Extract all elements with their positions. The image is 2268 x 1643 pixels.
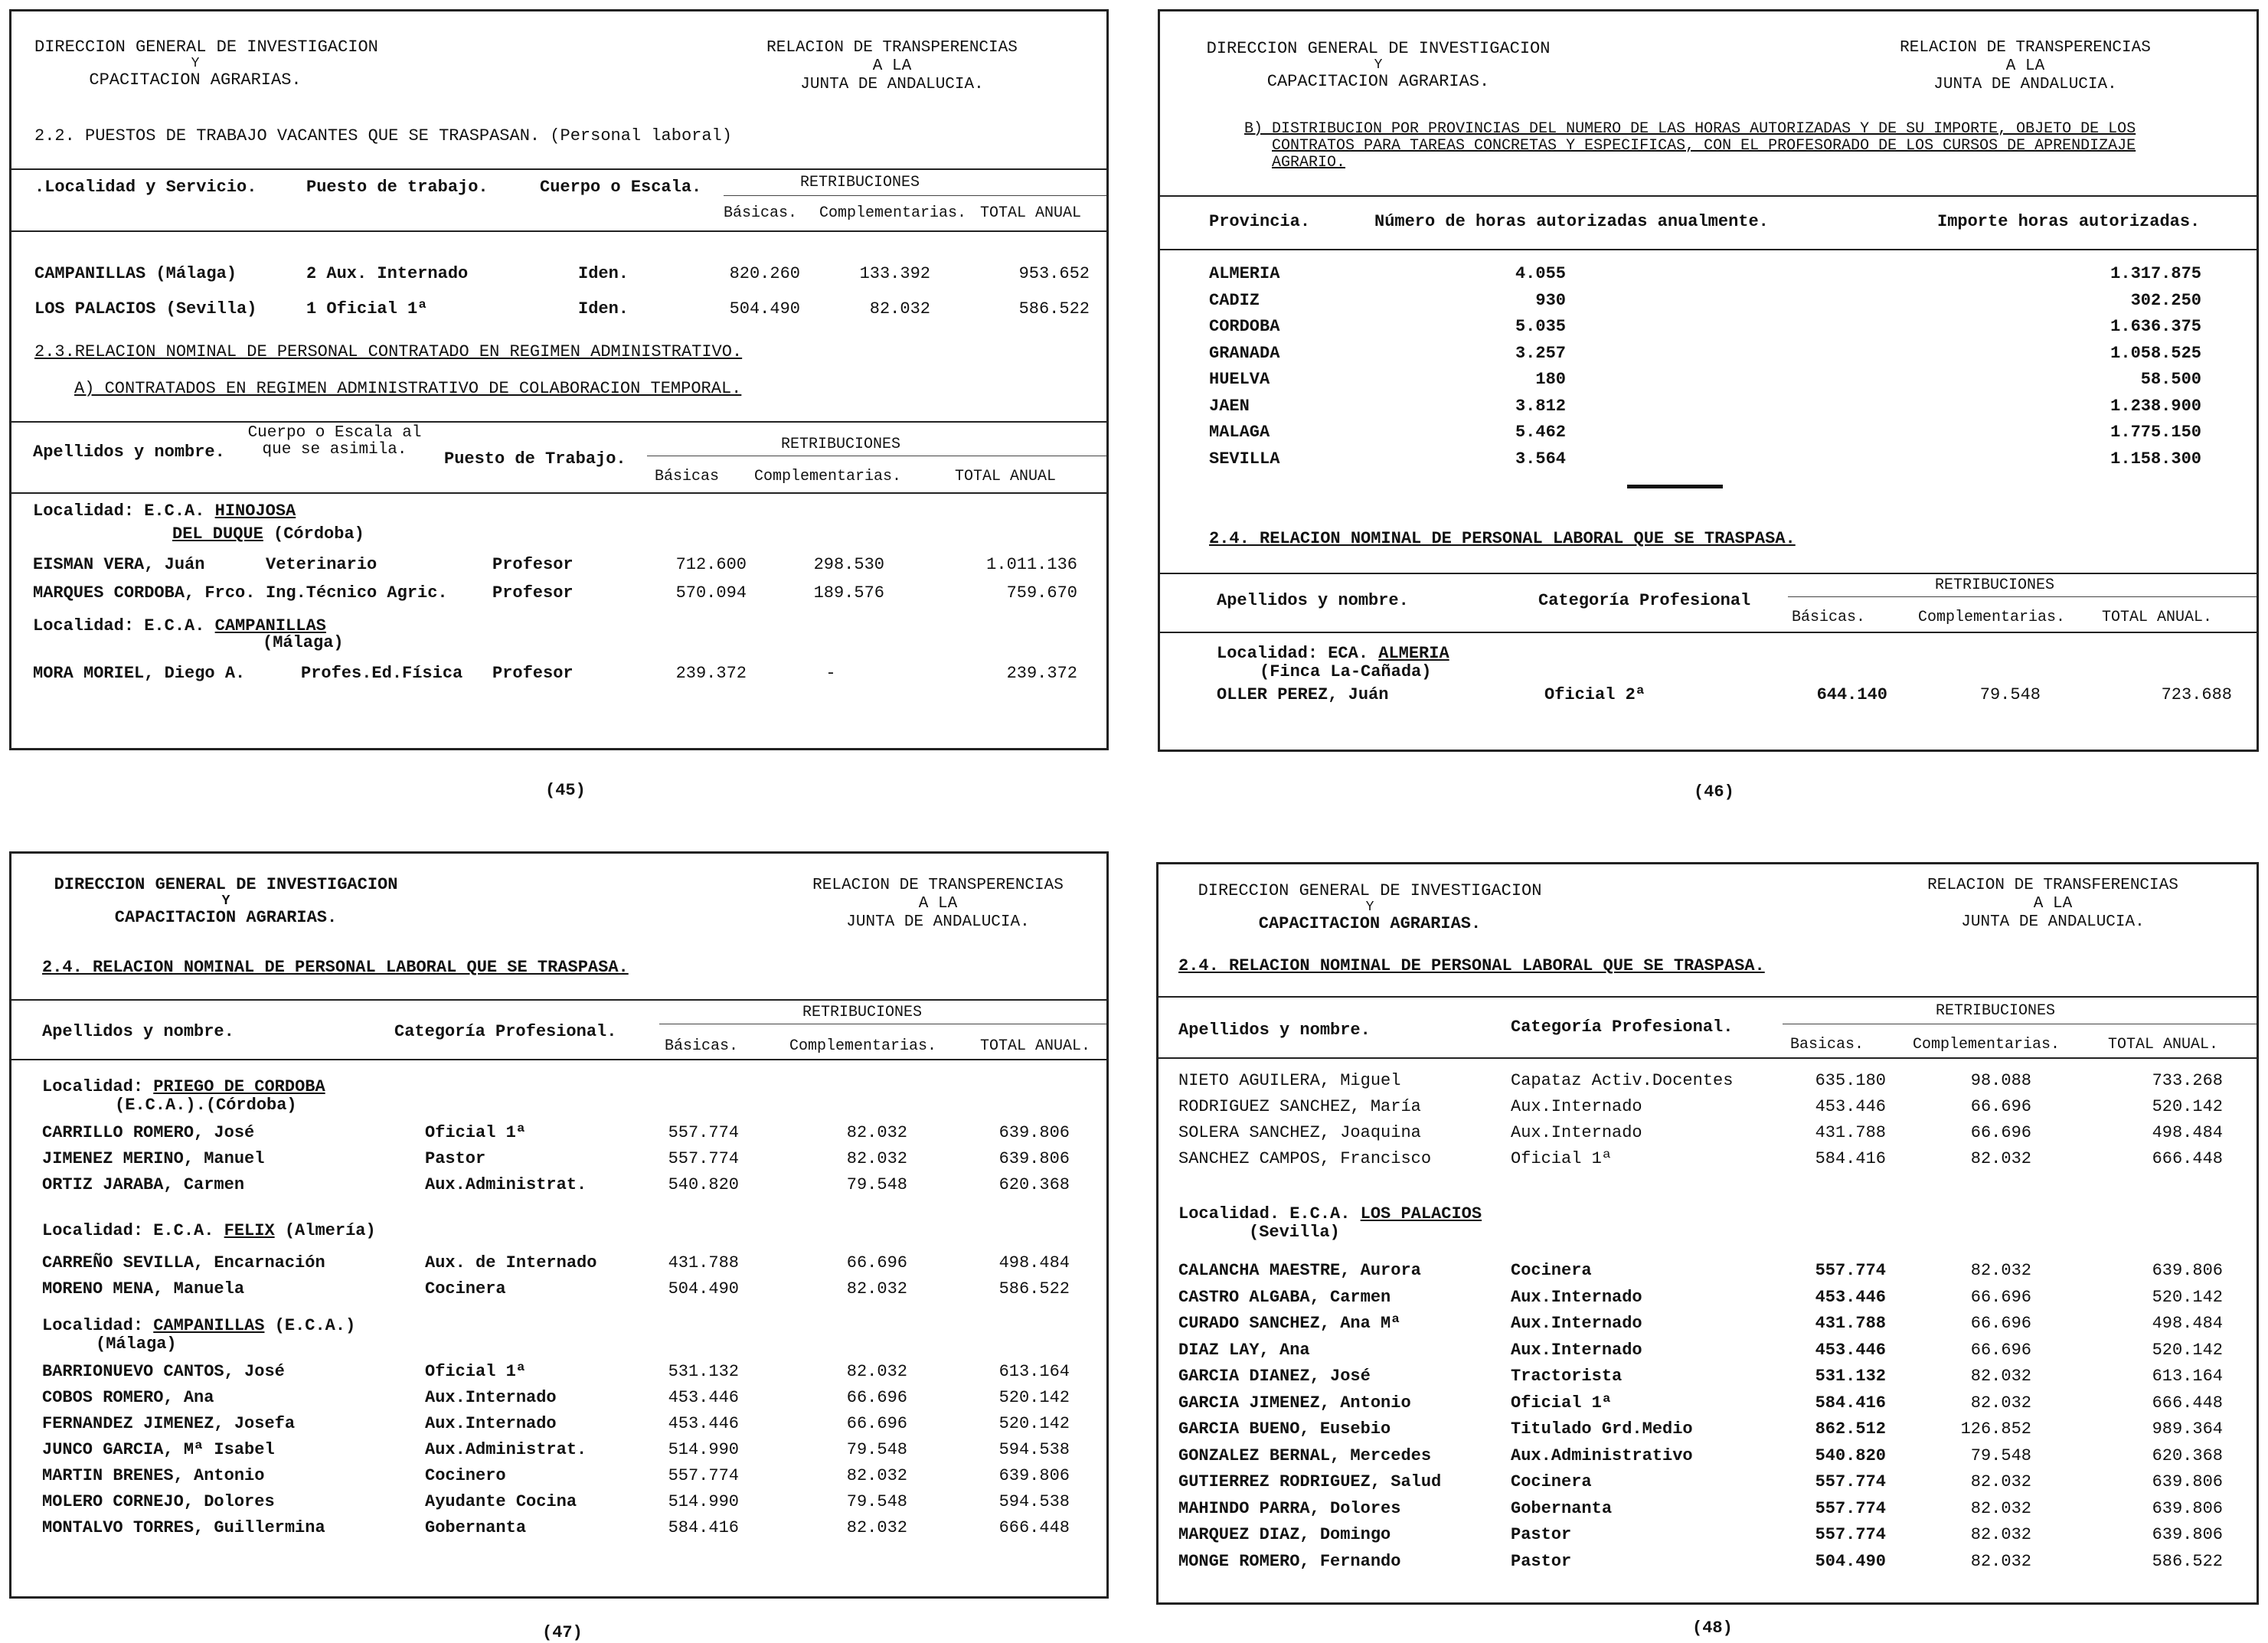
cell-cat: Aux.Internado xyxy=(1511,1097,1642,1116)
cell-cuerpo: Iden. xyxy=(578,299,629,318)
cell-com: 66.696 xyxy=(1970,1314,2031,1333)
localidad-priego: Localidad: PRIEGO DE CORDOBA xyxy=(42,1077,325,1096)
cell-horas: 930 xyxy=(1535,290,1566,310)
cell-nombre: OLLER PEREZ, Juán xyxy=(1217,685,1389,704)
col-complementarias: Complementarias. xyxy=(789,1037,937,1055)
section-2-4-title: 2.4. RELACION NOMINAL DE PERSONAL LABORAL QUE SE TRASPASA. xyxy=(1178,956,1765,975)
cell-nombre: MAHINDO PARRA, Dolores xyxy=(1178,1498,1401,1518)
separator-bar xyxy=(1627,485,1723,488)
col-apellidos: Apellidos y nombre. xyxy=(33,443,225,462)
localidad-campanillas: Localidad: CAMPANILLAS (E.C.A.) xyxy=(42,1316,356,1335)
localidad-almeria: Localidad: ECA. ALMERIA xyxy=(1217,644,1449,663)
cell-com: 66.696 xyxy=(1970,1097,2031,1116)
page-number-45: (45) xyxy=(545,781,586,800)
cell-cat: Oficial 2ª xyxy=(1544,685,1646,704)
cell-nombre: SOLERA SANCHEZ, Joaquina xyxy=(1178,1123,1421,1142)
cell-loc: CAMPANILLAS (Málaga) xyxy=(34,264,237,283)
localidad-los-palacios-prov: (Sevilla) xyxy=(1249,1223,1340,1242)
cell-bas: 453.446 xyxy=(668,1388,739,1407)
cell-cat: Aux. de Internado xyxy=(425,1253,597,1272)
col-cuerpo-asimila: Cuerpo o Escala al que se asimila. xyxy=(247,424,422,459)
col-total-2: TOTAL ANUAL xyxy=(955,468,1057,485)
cell-bas: 453.446 xyxy=(1815,1097,1886,1116)
cell-horas: 3.564 xyxy=(1515,449,1566,469)
cell-com: 133.392 xyxy=(859,264,930,283)
cell-cat: Aux.Administrat. xyxy=(425,1175,587,1194)
cell-nombre: MORENO MENA, Manuela xyxy=(42,1279,245,1298)
cell-tot: 666.448 xyxy=(998,1518,1070,1537)
col-total: TOTAL ANUAL xyxy=(980,204,1082,222)
cell-cat: Aux.Administrativo xyxy=(1511,1445,1693,1465)
cell-importe: 58.500 xyxy=(2140,370,2201,389)
cell-tot: 520.142 xyxy=(2152,1097,2223,1116)
cell-nombre: MONGE ROMERO, Fernando xyxy=(1178,1551,1401,1571)
cell-cat: Aux.Internado xyxy=(1511,1314,1642,1333)
cell-nombre: GONZALEZ BERNAL, Mercedes xyxy=(1178,1445,1432,1465)
cell-horas: 3.257 xyxy=(1515,343,1566,363)
cell-nombre: MARTIN BRENES, Antonio xyxy=(42,1466,265,1485)
localidad-almeria-sub: (Finca La-Cañada) xyxy=(1260,662,1432,681)
col-total: TOTAL ANUAL. xyxy=(2102,609,2213,626)
cell-bas: 557.774 xyxy=(1815,1498,1886,1518)
cell-com: 82.032 xyxy=(846,1149,907,1168)
page-47-panel xyxy=(9,851,1109,1599)
cell-cat: Oficial 1ª xyxy=(425,1123,527,1142)
cell-com: 82.032 xyxy=(846,1466,907,1485)
page-48-panel xyxy=(1156,862,2259,1605)
cell-nombre: COBOS ROMERO, Ana xyxy=(42,1388,214,1407)
section-b-line3: AGRARIO. xyxy=(1272,154,1346,171)
col-complementarias: Complementarias. xyxy=(1918,609,2066,626)
cell-nombre: CASTRO ALGABA, Carmen xyxy=(1178,1287,1391,1307)
cell-tot: 639.806 xyxy=(998,1466,1070,1485)
cell-cat: Cocinera xyxy=(1511,1261,1592,1280)
cell-cat: Pastor xyxy=(1511,1551,1572,1571)
cell-tot: 1.011.136 xyxy=(986,555,1077,574)
cell-prov: ALMERIA xyxy=(1209,264,1280,283)
cell-nombre: MOLERO CORNEJO, Dolores xyxy=(42,1492,275,1511)
cell-com: 66.696 xyxy=(1970,1287,2031,1307)
cell-prov: MALAGA xyxy=(1209,423,1270,442)
cell-nombre: MARQUES CORDOBA, Frco. xyxy=(33,583,256,603)
cell-bas: 531.132 xyxy=(1815,1367,1886,1386)
cell-tot: 520.142 xyxy=(998,1414,1070,1433)
cell-horas: 180 xyxy=(1535,370,1566,389)
col-provincia: Provincia. xyxy=(1209,212,1311,231)
localidad-los-palacios: Localidad. E.C.A. LOS PALACIOS xyxy=(1178,1204,1482,1223)
cell-com: 66.696 xyxy=(846,1253,907,1272)
cell-tot: 989.364 xyxy=(2152,1419,2223,1439)
cell-cat: Aux.Internado xyxy=(425,1388,557,1407)
cell-prov: CORDOBA xyxy=(1209,317,1280,336)
col-categoria: Categoría Profesional. xyxy=(1511,1017,1734,1037)
cell-com: 126.852 xyxy=(1960,1419,2031,1439)
cell-bas: 584.416 xyxy=(1815,1149,1886,1168)
col-importe: Importe horas autorizadas. xyxy=(1937,212,2201,231)
cell-com: 79.548 xyxy=(1970,1445,2031,1465)
cell-nombre: RODRIGUEZ SANCHEZ, María xyxy=(1178,1097,1421,1116)
cell-tot: 639.806 xyxy=(2152,1498,2223,1518)
cell-tot: 620.368 xyxy=(998,1175,1070,1194)
cell-tot: 498.484 xyxy=(998,1253,1070,1272)
cell-cat: Aux.Internado xyxy=(1511,1123,1642,1142)
col-complementarias: Complementarias. xyxy=(819,204,967,222)
localidad-felix: Localidad: E.C.A. FELIX (Almería) xyxy=(42,1221,376,1240)
cell-com: 82.032 xyxy=(1970,1261,2031,1280)
cell-bas: 431.788 xyxy=(1815,1314,1886,1333)
col-horas: Número de horas autorizadas anualmente. xyxy=(1374,212,1769,231)
col-retribuciones-2: RETRIBUCIONES xyxy=(781,436,901,453)
header-left: DIRECCION GENERAL DE INVESTIGACION Y CPACITACION AGRARIAS. xyxy=(34,38,378,90)
cell-bas: 504.490 xyxy=(668,1279,739,1298)
cell-cat: Oficial 1ª xyxy=(1511,1393,1613,1413)
cell-com: 66.696 xyxy=(846,1414,907,1433)
cell-nombre: FERNANDEZ JIMENEZ, Josefa xyxy=(42,1414,296,1433)
cell-bas: 712.600 xyxy=(675,555,747,574)
cell-tot: 953.652 xyxy=(1018,264,1090,283)
cell-cuerpo: Profes.Ed.Física xyxy=(301,664,463,683)
cell-bas: 557.774 xyxy=(1815,1525,1886,1544)
cell-cuerpo: Ing.Técnico Agric. xyxy=(266,583,448,603)
cell-bas: 644.140 xyxy=(1816,685,1887,704)
cell-tot: 239.372 xyxy=(1006,664,1077,683)
page-number-48: (48) xyxy=(1692,1619,1733,1638)
cell-tot: 498.484 xyxy=(2152,1123,2223,1142)
cell-com: 82.032 xyxy=(1970,1367,2031,1386)
col-categoria: Categoría Profesional. xyxy=(394,1022,617,1041)
cell-tot: 620.368 xyxy=(2152,1445,2223,1465)
col-basicas: Básicas. xyxy=(1792,609,1866,626)
cell-prov: SEVILLA xyxy=(1209,449,1280,469)
cell-bas: 570.094 xyxy=(675,583,747,603)
cell-nombre: ORTIZ JARABA, Carmen xyxy=(42,1175,245,1194)
cell-tot: 666.448 xyxy=(2152,1393,2223,1413)
cell-bas: 584.416 xyxy=(668,1518,739,1537)
cell-nombre: JUNCO GARCIA, Mª Isabel xyxy=(42,1440,275,1459)
localidad-campanillas-prov: (Málaga) xyxy=(263,633,344,652)
cell-horas: 5.462 xyxy=(1515,423,1566,442)
cell-cat: Cocinero xyxy=(425,1466,506,1485)
cell-nombre: JIMENEZ MERINO, Manuel xyxy=(42,1149,265,1168)
cell-bas: 239.372 xyxy=(675,664,747,683)
col-apellidos: Apellidos y nombre. xyxy=(1217,591,1409,610)
col-puesto: Puesto de trabajo. xyxy=(306,178,489,197)
cell-importe: 1.058.525 xyxy=(2110,343,2201,363)
cell-com: 189.576 xyxy=(813,583,884,603)
cell-com: 82.032 xyxy=(846,1123,907,1142)
section-2-4-title: 2.4. RELACION NOMINAL DE PERSONAL LABORAL QUE SE TRASPASA. xyxy=(1209,529,1796,548)
col-retribuciones: RETRIBUCIONES xyxy=(802,1004,923,1021)
cell-tot: 520.142 xyxy=(998,1388,1070,1407)
header-right: RELACION DE TRANSFERENCIAS A LA JUNTA DE ANDALUCIA. xyxy=(1927,877,2178,931)
header-left: DIRECCION GENERAL DE INVESTIGACION Y CAPACITACION AGRARIAS. xyxy=(54,875,398,927)
cell-com: 66.696 xyxy=(1970,1340,2031,1360)
page-45-panel xyxy=(9,9,1109,750)
cell-com: 82.032 xyxy=(1970,1472,2031,1491)
col-basicas-2: Básicas xyxy=(655,468,720,485)
cell-bas: 453.446 xyxy=(1815,1287,1886,1307)
cell-cat: Pastor xyxy=(425,1149,486,1168)
cell-puesto: Profesor xyxy=(492,583,574,603)
cell-importe: 302.250 xyxy=(2130,290,2201,310)
cell-horas: 3.812 xyxy=(1515,396,1566,416)
cell-cuerpo: Veterinario xyxy=(266,555,377,574)
cell-bas: 635.180 xyxy=(1815,1071,1886,1090)
cell-bas: 504.490 xyxy=(1815,1551,1886,1571)
cell-nombre: GUTIERREZ RODRIGUEZ, Salud xyxy=(1178,1472,1442,1491)
cell-nombre: NIETO AGUILERA, Miguel xyxy=(1178,1071,1401,1090)
cell-com: 82.032 xyxy=(1970,1525,2031,1544)
cell-bas: 514.990 xyxy=(668,1492,739,1511)
cell-puesto: 2 Aux. Internado xyxy=(306,264,469,283)
cell-tot: 723.688 xyxy=(2161,685,2232,704)
cell-tot: 586.522 xyxy=(998,1279,1070,1298)
cell-cuerpo: Iden. xyxy=(578,264,629,283)
cell-bas: 557.774 xyxy=(668,1149,739,1168)
header-right: RELACION DE TRANSPERENCIAS A LA JUNTA DE ANDALUCIA. xyxy=(1900,39,2151,93)
page-number-46: (46) xyxy=(1694,782,1734,802)
cell-tot: 639.806 xyxy=(2152,1472,2223,1491)
cell-bas: 453.446 xyxy=(668,1414,739,1433)
cell-com: 82.032 xyxy=(1970,1149,2031,1168)
col-basicas: Basicas. xyxy=(1790,1036,1864,1053)
cell-cat: Cocinera xyxy=(425,1279,506,1298)
cell-com: 82.032 xyxy=(1970,1551,2031,1571)
page-46-panel xyxy=(1158,9,2259,752)
cell-cat: Oficial 1ª xyxy=(425,1362,527,1381)
col-apellidos: Apellidos y nombre. xyxy=(42,1022,234,1041)
section-2-2-title: 2.2. PUESTOS DE TRABAJO VACANTES QUE SE TRASPASAN. (Personal laboral) xyxy=(34,126,732,145)
col-puesto-trabajo: Puesto de Trabajo. xyxy=(444,449,626,469)
col-apellidos: Apellidos y nombre. xyxy=(1178,1021,1371,1040)
cell-tot: 639.806 xyxy=(998,1123,1070,1142)
cell-com: 82.032 xyxy=(846,1279,907,1298)
cell-cat: Tractorista xyxy=(1511,1367,1623,1386)
cell-cat: Gobernanta xyxy=(1511,1498,1613,1518)
col-retribuciones: RETRIBUCIONES xyxy=(800,174,920,191)
cell-com: 82.032 xyxy=(846,1362,907,1381)
cell-cat: Cocinera xyxy=(1511,1472,1592,1491)
cell-prov: HUELVA xyxy=(1209,370,1270,389)
cell-tot: 613.164 xyxy=(2152,1367,2223,1386)
cell-tot: 639.806 xyxy=(2152,1525,2223,1544)
cell-horas: 5.035 xyxy=(1515,317,1566,336)
cell-cat: Aux.Administrat. xyxy=(425,1440,587,1459)
cell-tot: 520.142 xyxy=(2152,1340,2223,1360)
cell-prov: JAEN xyxy=(1209,396,1250,416)
cell-tot: 498.484 xyxy=(2152,1314,2223,1333)
cell-nombre: CURADO SANCHEZ, Ana Mª xyxy=(1178,1314,1401,1333)
cell-importe: 1.317.875 xyxy=(2110,264,2201,283)
cell-com: 82.032 xyxy=(846,1518,907,1537)
cell-nombre: MONTALVO TORRES, Guillermina xyxy=(42,1518,325,1537)
cell-prov: CADIZ xyxy=(1209,290,1260,310)
cell-com: 79.548 xyxy=(846,1175,907,1194)
cell-tot: 733.268 xyxy=(2152,1071,2223,1090)
cell-bas: 557.774 xyxy=(1815,1472,1886,1491)
localidad-priego-sub: (E.C.A.).(Córdoba) xyxy=(115,1096,297,1115)
cell-tot: 594.538 xyxy=(998,1492,1070,1511)
page-number-47: (47) xyxy=(542,1623,583,1642)
cell-puesto: Profesor xyxy=(492,555,574,574)
cell-com: - xyxy=(825,664,836,683)
localidad-hinojosa-2: DEL DUQUE (Córdoba) xyxy=(172,524,364,544)
cell-com: 66.696 xyxy=(1970,1123,2031,1142)
cell-tot: 586.522 xyxy=(1018,299,1090,318)
cell-bas: 820.260 xyxy=(729,264,800,283)
cell-com: 82.032 xyxy=(869,299,930,318)
localidad-campanillas: Localidad: E.C.A. CAMPANILLAS xyxy=(33,616,326,635)
cell-importe: 1.158.300 xyxy=(2110,449,2201,469)
cell-tot: 586.522 xyxy=(2152,1551,2223,1571)
cell-loc: LOS PALACIOS (Sevilla) xyxy=(34,299,257,318)
section-2-4-title: 2.4. RELACION NOMINAL DE PERSONAL LABORAL QUE SE TRASPASA. xyxy=(42,958,629,977)
cell-nombre: CALANCHA MAESTRE, Aurora xyxy=(1178,1261,1421,1280)
localidad-hinojosa: Localidad: E.C.A. HINOJOSA xyxy=(33,501,296,521)
col-total: TOTAL ANUAL. xyxy=(2108,1036,2219,1053)
cell-bas: 557.774 xyxy=(1815,1261,1886,1280)
col-complementarias: Complementarias. xyxy=(1913,1036,2060,1053)
header-right: RELACION DE TRANSPERENCIAS A LA JUNTA DE ANDALUCIA. xyxy=(812,877,1064,931)
cell-bas: 453.446 xyxy=(1815,1340,1886,1360)
cell-bas: 504.490 xyxy=(729,299,800,318)
col-cuerpo: Cuerpo o Escala. xyxy=(540,178,702,197)
cell-com: 79.548 xyxy=(846,1492,907,1511)
cell-nombre: MORA MORIEL, Diego A. xyxy=(33,664,246,683)
col-total: TOTAL ANUAL. xyxy=(980,1037,1091,1055)
cell-bas: 584.416 xyxy=(1815,1393,1886,1413)
cell-cat: Aux.Internado xyxy=(1511,1340,1642,1360)
cell-bas: 540.820 xyxy=(1815,1445,1886,1465)
cell-bas: 540.820 xyxy=(668,1175,739,1194)
cell-importe: 1.775.150 xyxy=(2110,423,2201,442)
cell-bas: 862.512 xyxy=(1815,1419,1886,1439)
cell-com: 298.530 xyxy=(813,555,884,574)
cell-bas: 531.132 xyxy=(668,1362,739,1381)
cell-tot: 759.670 xyxy=(1006,583,1077,603)
cell-cat: Titulado Grd.Medio xyxy=(1511,1419,1693,1439)
section-b-line1: B) DISTRIBUCION POR PROVINCIAS DEL NUMERO DE LAS HORAS AUTORIZADAS Y DE SU IMPORTE, OBJETO DE LOS xyxy=(1244,120,2136,138)
header-left: DIRECCION GENERAL DE INVESTIGACION Y CAPACITACION AGRARIAS. xyxy=(1206,39,1551,91)
col-complementarias-2: Complementarias. xyxy=(754,468,902,485)
cell-nombre: GARCIA BUENO, Eusebio xyxy=(1178,1419,1391,1439)
col-categoria: Categoría Profesional xyxy=(1538,591,1751,610)
cell-nombre: GARCIA JIMENEZ, Antonio xyxy=(1178,1393,1411,1413)
col-retribuciones: RETRIBUCIONES xyxy=(1936,1002,2056,1020)
cell-importe: 1.636.375 xyxy=(2110,317,2201,336)
cell-nombre: CARRILLO ROMERO, José xyxy=(42,1123,255,1142)
cell-com: 82.032 xyxy=(1970,1393,2031,1413)
section-b-line2: CONTRATOS PARA TAREAS CONCRETAS Y ESPECIFICAS, CON EL PROFESORADO DE LOS CURSOS DE APRENDIZAJE xyxy=(1272,137,2136,155)
cell-tot: 666.448 xyxy=(2152,1149,2223,1168)
cell-com: 66.696 xyxy=(846,1388,907,1407)
cell-bas: 514.990 xyxy=(668,1440,739,1459)
cell-tot: 639.806 xyxy=(2152,1261,2223,1280)
cell-nombre: DIAZ LAY, Ana xyxy=(1178,1340,1310,1360)
cell-com: 79.548 xyxy=(1979,685,2041,704)
header-right: RELACION DE TRANSPERENCIAS A LA JUNTA DE ANDALUCIA. xyxy=(766,39,1018,93)
cell-importe: 1.238.900 xyxy=(2110,396,2201,416)
cell-nombre: CARREÑO SEVILLA, Encarnación xyxy=(42,1253,325,1272)
cell-tot: 520.142 xyxy=(2152,1287,2223,1307)
cell-nombre: GARCIA DIANEZ, José xyxy=(1178,1367,1371,1386)
cell-nombre: BARRIONUEVO CANTOS, José xyxy=(42,1362,285,1381)
cell-nombre: MARQUEZ DIAZ, Domingo xyxy=(1178,1525,1391,1544)
localidad-campanillas-sub: (Málaga) xyxy=(96,1334,177,1354)
cell-cat: Oficial 1ª xyxy=(1511,1149,1613,1168)
cell-cat: Pastor xyxy=(1511,1525,1572,1544)
col-retribuciones: RETRIBUCIONES xyxy=(1935,577,2055,594)
cell-cat: Aux.Internado xyxy=(1511,1287,1642,1307)
col-basicas: Básicas. xyxy=(665,1037,739,1055)
cell-tot: 594.538 xyxy=(998,1440,1070,1459)
cell-cat: Gobernanta xyxy=(425,1518,527,1537)
cell-com: 79.548 xyxy=(846,1440,907,1459)
cell-horas: 4.055 xyxy=(1515,264,1566,283)
cell-cat: Ayudante Cocina xyxy=(425,1492,577,1511)
cell-com: 98.088 xyxy=(1970,1071,2031,1090)
cell-bas: 557.774 xyxy=(668,1466,739,1485)
header-left: DIRECCION GENERAL DE INVESTIGACION Y CAPACITACION AGRARIAS. xyxy=(1198,881,1542,933)
cell-tot: 613.164 xyxy=(998,1362,1070,1381)
cell-nombre: EISMAN VERA, Juán xyxy=(33,555,205,574)
cell-com: 82.032 xyxy=(1970,1498,2031,1518)
section-2-3-title: 2.3.RELACION NOMINAL DE PERSONAL CONTRATADO EN REGIMEN ADMINISTRATIVO. xyxy=(34,342,743,361)
cell-puesto: Profesor xyxy=(492,664,574,683)
cell-bas: 431.788 xyxy=(1815,1123,1886,1142)
cell-tot: 639.806 xyxy=(998,1149,1070,1168)
cell-bas: 557.774 xyxy=(668,1123,739,1142)
cell-cat: Aux.Internado xyxy=(425,1414,557,1433)
cell-cat: Capataz Activ.Docentes xyxy=(1511,1071,1734,1090)
cell-puesto: 1 Oficial 1ª xyxy=(306,299,428,318)
cell-bas: 431.788 xyxy=(668,1253,739,1272)
cell-nombre: SANCHEZ CAMPOS, Francisco xyxy=(1178,1149,1432,1168)
col-localidad: .Localidad y Servicio. xyxy=(34,178,257,197)
col-basicas: Básicas. xyxy=(724,204,798,222)
section-2-3-a: A) CONTRATADOS EN REGIMEN ADMINISTRATIVO DE COLABORACION TEMPORAL. xyxy=(74,379,742,398)
cell-prov: GRANADA xyxy=(1209,343,1280,363)
